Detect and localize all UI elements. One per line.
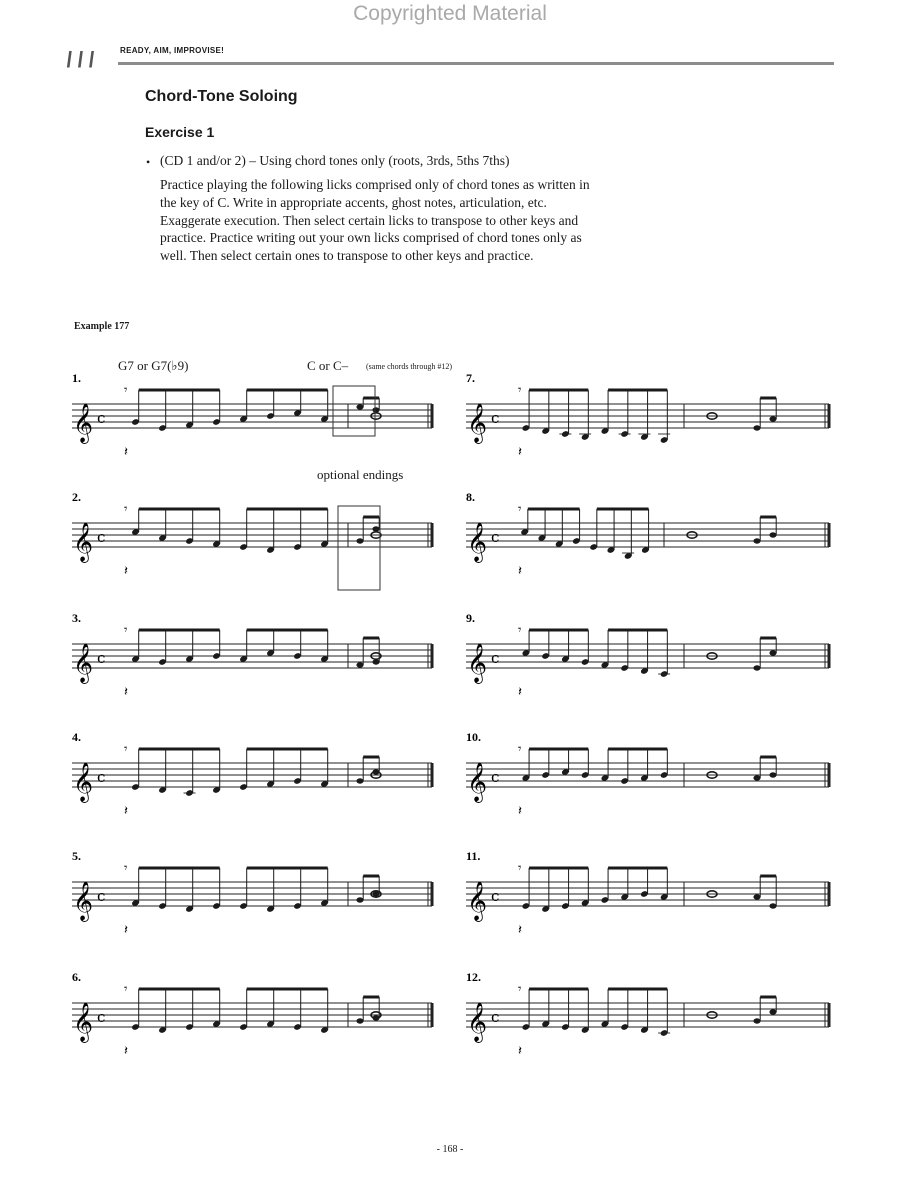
common-time-icon: c [491, 409, 500, 427]
music-system-5 [72, 849, 432, 938]
eighth-rest-icon: 𝄾 [124, 383, 128, 398]
common-time-icon: c [491, 1008, 500, 1026]
music-system-7 [466, 371, 829, 460]
treble-clef-icon: 𝄞 [467, 762, 488, 802]
eighth-rest-icon: 𝄾 [124, 623, 128, 638]
treble-clef-icon: 𝄞 [467, 1002, 488, 1042]
lick-number: 10. [466, 730, 481, 744]
lick-number: 2. [72, 490, 81, 504]
treble-clef-icon: 𝄞 [467, 403, 488, 443]
treble-clef-icon: 𝄞 [467, 643, 488, 683]
note-head [356, 1018, 363, 1023]
quarter-rest-icon: 𝄽 [124, 1044, 128, 1059]
music-system-9 [466, 611, 829, 700]
music-system-10 [466, 730, 829, 819]
eighth-rest-icon: 𝄾 [124, 502, 128, 517]
optional-ending-box [338, 506, 380, 590]
note-head [753, 1018, 760, 1023]
optional-endings-label: optional endings [317, 467, 404, 482]
note-head [769, 1009, 776, 1014]
quarter-rest-icon: 𝄽 [124, 923, 128, 938]
note-head [753, 425, 760, 430]
quarter-rest-icon: 𝄽 [518, 564, 522, 579]
lick-number: 8. [466, 490, 475, 504]
treble-clef-icon: 𝄞 [467, 522, 488, 562]
music-system-4 [72, 730, 432, 819]
lick-number: 6. [72, 970, 81, 984]
example-label: Example 177 [74, 321, 130, 332]
treble-clef-icon: 𝄞 [73, 1002, 94, 1042]
copyright-watermark: Copyrighted Material [353, 2, 547, 25]
common-time-icon: c [97, 887, 106, 905]
music-system-8 [466, 490, 829, 579]
eighth-rest-icon: 𝄾 [518, 982, 522, 997]
header-slash-marks: \\\ [62, 47, 104, 72]
lick-number: 9. [466, 611, 475, 625]
music-system-1 [72, 371, 432, 460]
note-head [372, 891, 379, 896]
lick-number: 11. [466, 849, 481, 863]
common-time-icon: c [491, 887, 500, 905]
chord-note: (same chords through #12) [366, 362, 452, 371]
quarter-rest-icon: 𝄽 [124, 445, 128, 460]
common-time-icon: c [491, 528, 500, 546]
chord-symbol-1: G7 or G7(♭9) [118, 358, 189, 373]
quarter-rest-icon: 𝄽 [518, 445, 522, 460]
common-time-icon: c [491, 649, 500, 667]
note-head [753, 538, 760, 543]
common-time-icon: c [97, 649, 106, 667]
exercise-title: Exercise 1 [145, 124, 215, 140]
lick-number: 5. [72, 849, 81, 863]
eighth-rest-icon: 𝄾 [518, 861, 522, 876]
treble-clef-icon: 𝄞 [73, 643, 94, 683]
lick-number: 3. [72, 611, 81, 625]
note-head [753, 894, 760, 899]
eighth-rest-icon: 𝄾 [518, 383, 522, 398]
note-head [769, 903, 776, 908]
note-head [372, 407, 379, 412]
common-time-icon: c [97, 1008, 106, 1026]
exercise-body: Practice playing the following licks comprised only of chord tones as written in the key of C. Write in appropriate accents, ghost notes, articulation, etc. Exaggerate execution. Then select certain licks to transpose to other keys and practice. Practice writing out your own licks comprised of chord tones only as well. Then select certain ones to transpose to other keys and practice. [160, 177, 590, 264]
note-head [372, 659, 379, 664]
note-head [769, 532, 776, 537]
common-time-icon: c [97, 409, 106, 427]
note-head [753, 775, 760, 780]
music-system-2 [72, 490, 432, 579]
treble-clef-icon: 𝄞 [73, 403, 94, 443]
quarter-rest-icon: 𝄽 [124, 685, 128, 700]
note-head [753, 665, 760, 670]
treble-clef-icon: 𝄞 [467, 881, 488, 921]
treble-clef-icon: 𝄞 [73, 522, 94, 562]
treble-clef-icon: 𝄞 [73, 762, 94, 802]
eighth-rest-icon: 𝄾 [124, 742, 128, 757]
music-system-3 [72, 611, 432, 700]
common-time-icon: c [491, 768, 500, 786]
note-head [769, 772, 776, 777]
note-head [356, 538, 363, 543]
page-number: - 168 - [436, 1144, 464, 1155]
quarter-rest-icon: 𝄽 [518, 685, 522, 700]
note-head [372, 769, 379, 774]
chord-symbol-2: C or C– [307, 358, 349, 373]
eighth-rest-icon: 𝄾 [518, 623, 522, 638]
music-system-11 [466, 849, 829, 938]
section-title: Chord-Tone Soloing [145, 88, 298, 105]
quarter-rest-icon: 𝄽 [518, 1044, 522, 1059]
eighth-rest-icon: 𝄾 [124, 861, 128, 876]
music-system-12 [466, 970, 829, 1059]
quarter-rest-icon: 𝄽 [518, 804, 522, 819]
lick-number: 7. [466, 371, 475, 385]
note-head [769, 416, 776, 421]
note-head [356, 404, 363, 409]
eighth-rest-icon: 𝄾 [518, 502, 522, 517]
music-system-6 [72, 970, 432, 1059]
note-head [372, 526, 379, 531]
eighth-rest-icon: 𝄾 [518, 742, 522, 757]
treble-clef-icon: 𝄞 [73, 881, 94, 921]
note-head [372, 1015, 379, 1020]
bullet-icon: • [146, 155, 151, 169]
note-head [356, 897, 363, 902]
lick-number: 1. [72, 371, 81, 385]
eighth-rest-icon: 𝄾 [124, 982, 128, 997]
common-time-icon: c [97, 528, 106, 546]
quarter-rest-icon: 𝄽 [124, 564, 128, 579]
quarter-rest-icon: 𝄽 [518, 923, 522, 938]
running-header-title: READY, AIM, IMPROVISE! [120, 46, 225, 55]
lick-number: 4. [72, 730, 81, 744]
common-time-icon: c [97, 768, 106, 786]
note-head [769, 650, 776, 655]
note-head [356, 662, 363, 667]
lick-number: 12. [466, 970, 481, 984]
bullet-text: (CD 1 and/or 2) – Using chord tones only (roots, 3rds, 5ths 7ths) [160, 153, 510, 168]
note-head [356, 778, 363, 783]
quarter-rest-icon: 𝄽 [124, 804, 128, 819]
optional-ending-box [333, 386, 375, 436]
